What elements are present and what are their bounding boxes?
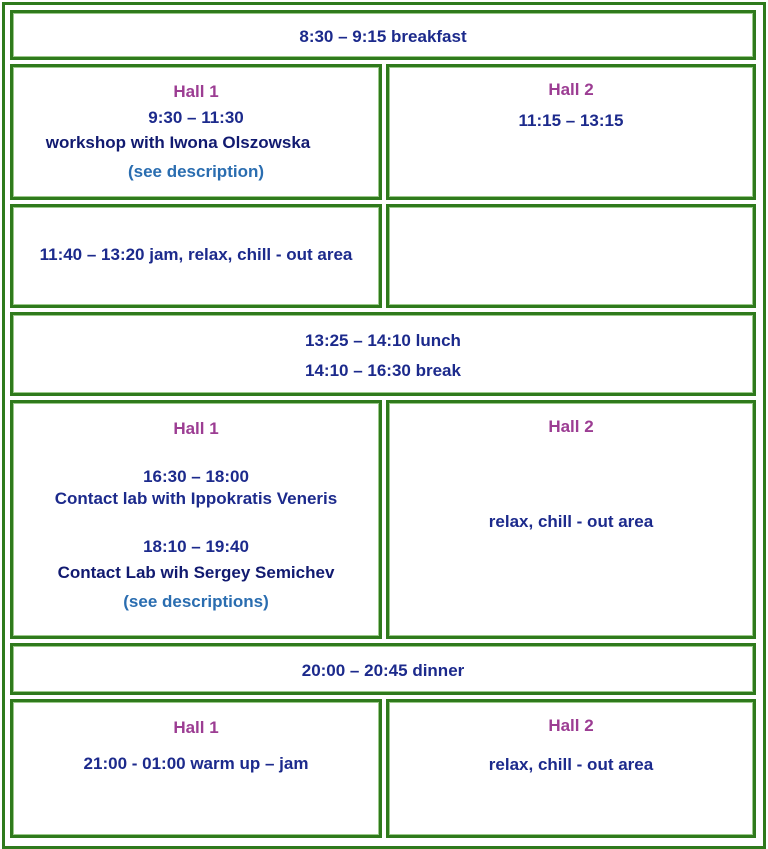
lunch-row [10,312,756,396]
break-text: 14:10 – 16:30 break [305,361,461,380]
dinner-text: 20:00 – 20:45 dinner [301,661,465,680]
hall2-label: Hall 2 [548,417,594,436]
breakfast-row [10,10,756,60]
hall1-label: Hall 1 [173,419,219,438]
hall2-time: 11:15 – 13:15 [518,111,624,130]
hall2-label: Hall 2 [548,80,594,99]
jam-text: 11:40 – 13:20 jam, relax, chill - out area [39,245,353,264]
contact-lab1-title: Contact lab with Ippokratis Veneris [54,489,338,508]
breakfast-text: 8:30 – 9:15 breakfast [299,27,467,46]
block2-right-cell [386,204,756,308]
see-descriptions-link[interactable]: (see descriptions) [123,592,269,611]
block2-left-cell [10,204,382,308]
contact-lab1-time: 16:30 – 18:00 [143,467,249,486]
hall2-label: Hall 2 [548,716,594,735]
hall1-label: Hall 1 [173,718,219,737]
workshop-title: workshop with Iwona Olszowska [45,133,311,152]
see-description-link[interactable]: (see description) [127,162,265,181]
contact-lab2-time: 18:10 – 19:40 [143,537,249,556]
dinner-row [10,643,756,695]
contact-lab2-title: Contact Lab wih Sergey Semichev [57,563,335,582]
block3-hall1-cell [10,400,382,639]
block4-hall2-cell [386,699,756,838]
relax-area-text: relax, chill - out area [488,755,654,774]
hall1-label: Hall 1 [173,82,219,101]
block3-hall2-cell [386,400,756,639]
block4-hall1-cell [10,699,382,838]
lunch-text: 13:25 – 14:10 lunch [305,331,461,350]
warmup-jam-text: 21:00 - 01:00 warm up – jam [83,754,309,773]
block1-hall2-cell [386,64,756,200]
block1-hall1-cell [10,64,382,200]
relax-area-text: relax, chill - out area [488,512,654,531]
workshop-time: 9:30 – 11:30 [148,108,244,127]
